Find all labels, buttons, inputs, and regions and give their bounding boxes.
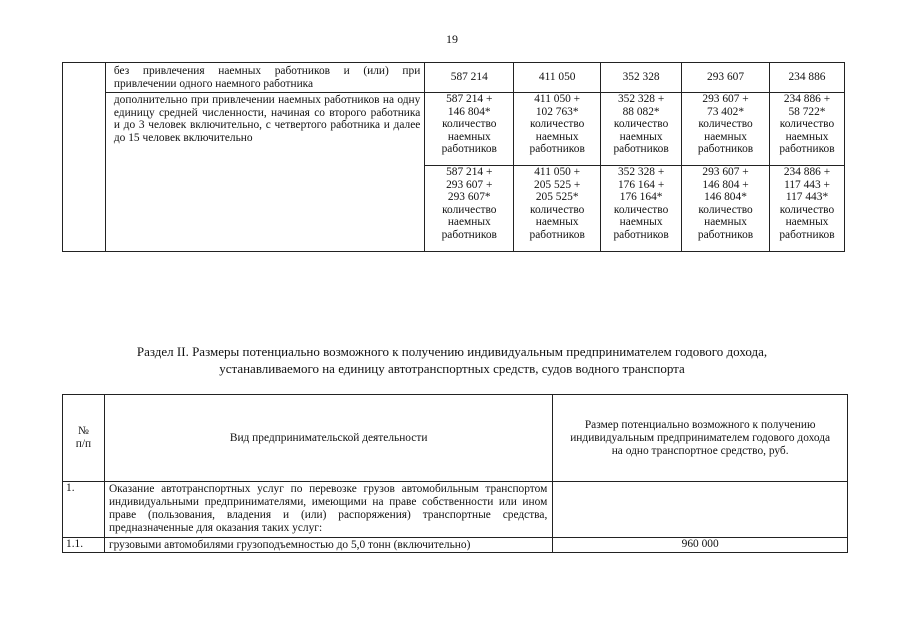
- formula-cell: 293 607 + 146 804 + 146 804* количество наемных работников: [682, 166, 770, 252]
- formula-cell: 234 886 + 117 443 + 117 443* количество наемных работников: [770, 166, 845, 252]
- formula-cell: 234 886 + 58 722* количество наемных работников: [770, 93, 845, 166]
- empty-number-cell: [63, 63, 106, 252]
- table-row: [63, 482, 848, 538]
- table-row: [63, 538, 848, 553]
- formula-cell: 411 050 + 205 525 + 205 525* количество наемных работников: [514, 166, 601, 252]
- value-cell: 293 607: [682, 63, 770, 93]
- activity-cell: Оказание автотранспортных услуг по перевозке грузов автомобильным транспортом индивидуальными предпринимателями, имеющими на праве собственности или ином праве (пользования, владения и (или) распоряжения) транспортные средства, предназначенные для оказания таких услуг:: [104, 482, 552, 538]
- page-number: 19: [446, 32, 458, 46]
- row-number: 1.: [63, 482, 105, 538]
- formula-cell: 587 214 + 146 804* количество наемных работников: [425, 93, 514, 166]
- value-cell: [553, 482, 848, 538]
- value-cell: 234 886: [770, 63, 845, 93]
- formula-cell: 293 607 + 73 402* количество наемных работников: [682, 93, 770, 166]
- header-value: Размер потенциально возможного к получению индивидуальным предпринимателем годового дохода на одно транспортное средство, руб.: [553, 395, 848, 482]
- section-title-line: устанавливаемого на единицу автотранспортных средств, судов водного транспорта: [219, 361, 685, 376]
- formula-cell: 587 214 + 293 607 + 293 607* количество наемных работников: [425, 166, 514, 252]
- activity-cell: без привлечения наемных работников и (или) при привлечении одного наемного работника: [105, 63, 424, 93]
- activity-cell: грузовыми автомобилями грузоподъемностью до 5,0 тонн (включительно): [104, 538, 552, 553]
- activity-cell: дополнительно при привлечении наемных работников на одну единицу средней численности, начиная со второго работника и до 3 человек включительно, с четвертого работника и далее до 15 человек включительно: [105, 93, 424, 252]
- header-activity: Вид предпринимательской деятельности: [104, 395, 552, 482]
- table-row: [63, 63, 845, 93]
- formula-cell: 352 328 + 176 164 + 176 164* количество наемных работников: [601, 166, 682, 252]
- formula-cell: 411 050 + 102 763* количество наемных работников: [514, 93, 601, 166]
- header-number: № п/п: [63, 395, 105, 482]
- income-table-continued: [62, 62, 845, 252]
- transport-income-table: [62, 394, 848, 553]
- row-number: 1.1.: [63, 538, 105, 553]
- section-title-line: Раздел II. Размеры потенциально возможного к получению индивидуальным предпринимателем годового дохода,: [136, 344, 768, 359]
- value-cell: 411 050: [514, 63, 601, 93]
- table-row: [63, 93, 845, 166]
- value-cell: 352 328: [601, 63, 682, 93]
- table-header-row: [63, 395, 848, 482]
- formula-cell: 352 328 + 88 082* количество наемных работников: [601, 93, 682, 166]
- section-title: [60, 343, 844, 377]
- value-cell: 587 214: [425, 63, 514, 93]
- value-cell: 960 000: [553, 538, 848, 553]
